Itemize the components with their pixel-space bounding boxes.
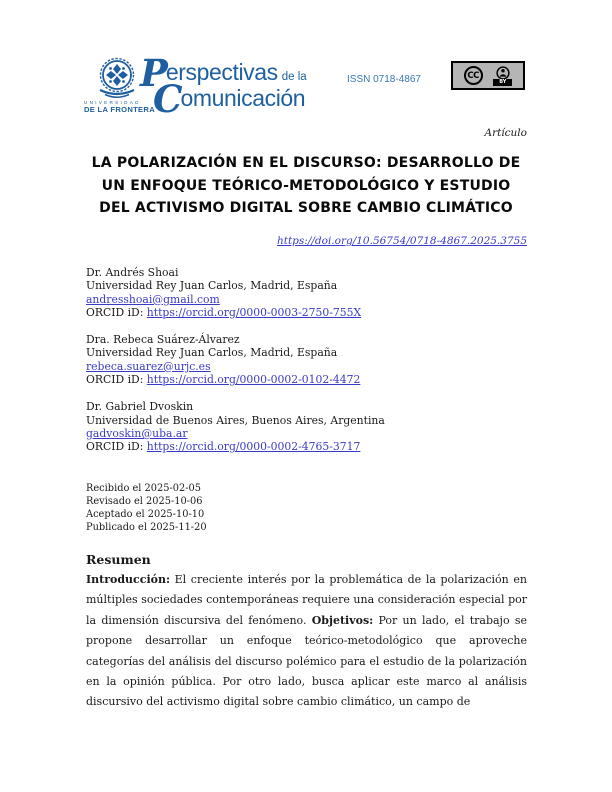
abstract-objetivos-text: Por un lado, el trabajo se propone desarrollar un enfoque teórico-metodológico que aproveche categorías del análisis del discurso polémico para el estudio de la polarización en la opinión pública. Por otro lado, busca aplicar este marco al análisis discursivo del activismo digital sobre cambio climático, un campo de — [86, 613, 527, 709]
review-dates — [86, 483, 207, 535]
doi-link[interactable]: https://doi.org/10.56754/0718-4867.2025.3755 — [276, 235, 527, 247]
wordmark-comunicacion: omunicación — [180, 85, 306, 111]
author-name: Dra. Rebeca Suárez-Álvarez — [86, 333, 240, 347]
cc-by-license-badge[interactable] — [451, 61, 525, 90]
orcid-link[interactable]: https://orcid.org/0000-0003-2750-755X — [146, 305, 362, 319]
author-block — [86, 266, 385, 319]
author-email-link[interactable]: andresshoai@gmail.com — [86, 292, 220, 306]
abstract-section — [86, 552, 527, 713]
wordmark-perspectivas: erspectivas — [165, 59, 278, 85]
university-name-line2: DE LA FRONTERA — [84, 105, 155, 114]
author-email-link[interactable]: rebeca.suarez@urjc.es — [86, 359, 211, 373]
wordmark-initial-p: P — [140, 51, 166, 95]
title-line-1: LA POLARIZACIÓN EN EL DISCURSO: DESARROLLO DE — [91, 155, 521, 171]
by-label: BY — [493, 79, 512, 86]
authors-section — [86, 266, 385, 468]
author-affiliation: Universidad Rey Juan Carlos, Madrid, España — [86, 346, 338, 360]
article-type-label: Artículo — [484, 127, 527, 139]
abstract-intro-label: Introducción: — [86, 573, 171, 586]
issn-number: ISSN 0718-4867 — [347, 74, 421, 85]
title-line-2: UN ENFOQUE TEÓRICO-METODOLÓGICO Y ESTUDIO — [101, 177, 511, 194]
date-accepted: Aceptado el 2025-10-10 — [86, 508, 205, 520]
abstract-objetivos-label: Objetivos: — [311, 613, 374, 627]
orcid-link[interactable]: https://orcid.org/0000-0002-4765-3717 — [146, 440, 361, 454]
author-name: Dr. Gabriel Dvoskin — [86, 400, 194, 414]
author-email-link[interactable]: gadvoskin@uba.ar — [86, 426, 188, 440]
author-affiliation: Universidad de Buenos Aires, Buenos Aires, Argentina — [86, 413, 385, 427]
author-block — [86, 400, 385, 453]
wordmark-initial-c: C — [153, 77, 181, 121]
author-name: Dr. Andrés Shoai — [86, 266, 179, 279]
title-line-3: DEL ACTIVISMO DIGITAL SOBRE CAMBIO CLIMÁTICO — [99, 200, 513, 216]
date-revised: Revisado el 2025-10-06 — [86, 495, 203, 507]
abstract-heading: Resumen — [86, 552, 151, 567]
university-seal-icon — [89, 57, 145, 99]
author-block — [86, 333, 385, 386]
person-attribution-icon — [496, 66, 510, 80]
wordmark-de-la: de la — [281, 71, 307, 83]
cc-icon: CC — [464, 66, 483, 85]
abstract-paragraph — [86, 570, 527, 713]
date-published: Publicado el 2025-11-20 — [86, 521, 207, 533]
orcid-link[interactable]: https://orcid.org/0000-0002-0102-4472 — [146, 373, 361, 387]
orcid-label: ORCID iD: — [86, 305, 147, 319]
article-title — [0, 152, 612, 220]
abstract-intro-text: El creciente interés por la problemática de la polarización en múltiples sociedades contemporáneas requiere una consideración especial por la dimensión discursiva del fenómeno. — [86, 573, 527, 627]
journal-wordmark — [140, 51, 307, 121]
date-received: Recibido el 2025-02-05 — [86, 483, 202, 494]
orcid-label: ORCID iD: — [86, 440, 147, 454]
author-affiliation: Universidad Rey Juan Carlos, Madrid, España — [86, 279, 338, 293]
orcid-label: ORCID iD: — [86, 373, 147, 387]
university-name-line1: UNIVERSIDAD — [84, 100, 141, 105]
